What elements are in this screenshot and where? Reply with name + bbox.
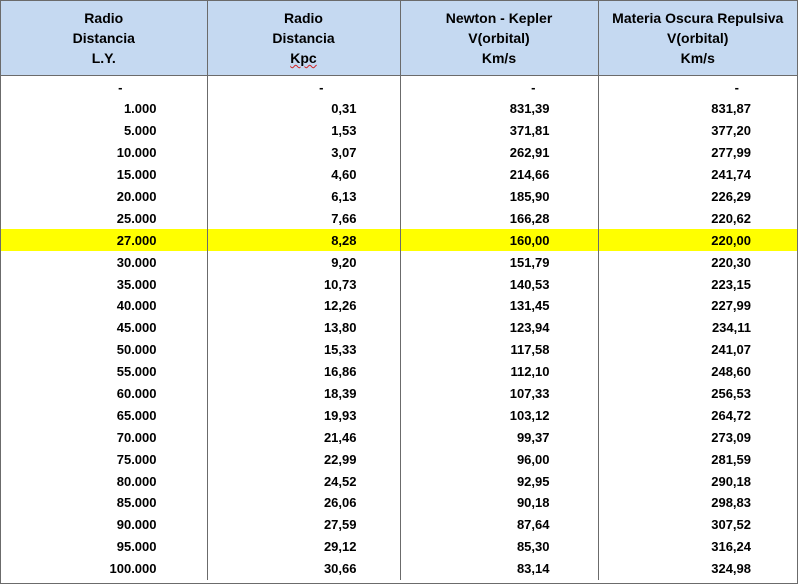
cell-radius-kpc[interactable]: 13,80 — [207, 317, 400, 339]
table-row — [1, 251, 797, 273]
cell-dark-matter[interactable]: 241,07 — [711, 342, 751, 358]
cell-radius-ly[interactable]: 95.000 — [1, 536, 207, 558]
cell-radius-ly[interactable]: - — [1, 76, 207, 99]
cell-newton-kepler[interactable]: 107,33 — [400, 383, 598, 405]
cell-dark-matter[interactable]: 307,52 — [711, 517, 751, 533]
table-row — [1, 229, 797, 251]
table-row — [1, 514, 797, 536]
cell-dark-matter[interactable]: 234,11 — [711, 320, 751, 336]
cell-radius-kpc[interactable]: 7,66 — [207, 207, 400, 229]
cell-radius-ly[interactable]: 15.000 — [1, 164, 207, 186]
cell-radius-kpc[interactable]: 27,59 — [207, 514, 400, 536]
cell-radius-ly[interactable]: 35.000 — [1, 273, 207, 295]
table-row — [1, 470, 797, 492]
cell-newton-kepler[interactable]: 831,39 — [400, 98, 598, 120]
header-radius-kpc[interactable]: Radio Distancia Kpc — [207, 1, 400, 76]
cell-newton-kepler[interactable]: 90,18 — [400, 492, 598, 514]
table-row — [1, 558, 797, 580]
header-radius-ly[interactable]: Radio Distancia L.Y. — [1, 1, 207, 76]
table-row — [1, 404, 797, 426]
cell-newton-kepler[interactable]: 123,94 — [400, 317, 598, 339]
cell-newton-kepler[interactable]: 185,90 — [400, 186, 598, 208]
cell-radius-ly[interactable]: 45.000 — [1, 317, 207, 339]
cell-dark-matter[interactable]: 220,00 — [598, 229, 797, 251]
cell-newton-kepler[interactable]: 262,91 — [400, 142, 598, 164]
cell-dark-matter[interactable]: 316,24 — [711, 539, 751, 555]
table-row — [1, 383, 797, 405]
cell-dark-matter[interactable]: 277,99 — [711, 145, 751, 161]
cell-dark-matter[interactable]: 298,83 — [711, 495, 751, 511]
cell-radius-kpc[interactable]: 15,33 — [207, 339, 400, 361]
cell-radius-ly[interactable]: 85.000 — [1, 492, 207, 514]
table-row — [1, 426, 797, 448]
header-row — [1, 1, 797, 76]
cell-radius-kpc[interactable]: 26,06 — [207, 492, 400, 514]
table-row — [1, 120, 797, 142]
cell-dark-matter[interactable]: 220,30 — [711, 254, 751, 270]
cell-newton-kepler[interactable]: 112,10 — [400, 361, 598, 383]
cell-radius-ly[interactable]: 5.000 — [1, 120, 207, 142]
cell-radius-kpc[interactable]: 3,07 — [207, 142, 400, 164]
cell-dark-matter[interactable]: 377,20 — [711, 123, 751, 139]
cell-dark-matter[interactable]: 223,15 — [711, 276, 751, 292]
cell-newton-kepler[interactable]: 151,79 — [400, 251, 598, 273]
cell-newton-kepler[interactable]: 117,58 — [400, 339, 598, 361]
cell-newton-kepler[interactable]: 166,28 — [400, 207, 598, 229]
cell-radius-kpc[interactable]: 24,52 — [207, 470, 400, 492]
table-row — [1, 361, 797, 383]
cell-newton-kepler[interactable]: 87,64 — [400, 514, 598, 536]
cell-radius-kpc[interactable]: 4,60 — [207, 164, 400, 186]
cell-radius-kpc[interactable]: - — [207, 76, 400, 99]
table-row — [1, 76, 797, 99]
table-row — [1, 98, 797, 120]
cell-newton-kepler[interactable]: 103,12 — [400, 404, 598, 426]
cell-radius-kpc[interactable]: 22,99 — [207, 448, 400, 470]
cell-dark-matter[interactable]: 290,18 — [711, 473, 751, 489]
cell-newton-kepler[interactable]: - — [400, 76, 598, 99]
cell-radius-ly[interactable]: 80.000 — [1, 470, 207, 492]
cell-newton-kepler[interactable]: 371,81 — [400, 120, 598, 142]
cell-radius-kpc[interactable]: 30,66 — [207, 558, 400, 580]
table-row — [1, 186, 797, 208]
table-row — [1, 164, 797, 186]
cell-radius-ly[interactable]: 40.000 — [1, 295, 207, 317]
cell-dark-matter[interactable]: 273,09 — [711, 429, 751, 445]
table-row — [1, 317, 797, 339]
cell-dark-matter[interactable]: 281,59 — [711, 451, 751, 467]
cell-radius-ly[interactable]: 75.000 — [1, 448, 207, 470]
table-row — [1, 295, 797, 317]
cell-radius-ly[interactable]: 50.000 — [1, 339, 207, 361]
table-row — [1, 536, 797, 558]
cell-newton-kepler[interactable]: 214,66 — [400, 164, 598, 186]
cell-dark-matter[interactable]: 227,99 — [711, 298, 751, 314]
cell-radius-ly[interactable]: 65.000 — [1, 404, 207, 426]
cell-newton-kepler[interactable]: 92,95 — [400, 470, 598, 492]
cell-radius-ly[interactable]: 27.000 — [1, 229, 207, 251]
cell-radius-kpc[interactable]: 12,26 — [207, 295, 400, 317]
cell-radius-kpc[interactable]: 6,13 — [207, 186, 400, 208]
table-body — [1, 76, 797, 580]
cell-radius-ly[interactable]: 1.000 — [1, 98, 207, 120]
table-row — [1, 492, 797, 514]
table-row — [1, 273, 797, 295]
table-row — [1, 339, 797, 361]
cell-radius-kpc[interactable]: 29,12 — [207, 536, 400, 558]
cell-newton-kepler[interactable]: 83,14 — [400, 558, 598, 580]
table-row — [1, 142, 797, 164]
cell-dark-matter[interactable]: 831,87 — [711, 101, 751, 117]
header-dark-matter-repulsive[interactable]: Materia Oscura Repulsiva V(orbital) Km/s — [598, 1, 797, 76]
header-newton-kepler[interactable]: Newton - Kepler V(orbital) Km/s — [400, 1, 598, 76]
cell-newton-kepler[interactable]: 99,37 — [400, 426, 598, 448]
cell-radius-ly[interactable]: 25.000 — [1, 207, 207, 229]
rotation-curve-table — [1, 1, 797, 580]
cell-radius-kpc[interactable]: 18,39 — [207, 383, 400, 405]
cell-radius-kpc[interactable]: 0,31 — [207, 98, 400, 120]
cell-newton-kepler[interactable]: 140,53 — [400, 273, 598, 295]
cell-radius-ly[interactable]: 10.000 — [1, 142, 207, 164]
cell-newton-kepler[interactable]: 160,00 — [400, 229, 598, 251]
cell-dark-matter[interactable]: 324,98 — [711, 561, 751, 577]
table-row — [1, 207, 797, 229]
cell-dark-matter[interactable]: 264,72 — [711, 407, 751, 423]
cell-radius-kpc[interactable]: 21,46 — [207, 426, 400, 448]
cell-radius-kpc[interactable]: 1,53 — [207, 120, 400, 142]
cell-radius-ly[interactable]: 60.000 — [1, 383, 207, 405]
table-row — [1, 448, 797, 470]
cell-dark-matter[interactable]: 248,60 — [711, 364, 751, 380]
cell-radius-ly[interactable]: 30.000 — [1, 251, 207, 273]
cell-radius-kpc[interactable]: 9,20 — [207, 251, 400, 273]
cell-newton-kepler[interactable]: 85,30 — [400, 536, 598, 558]
cell-radius-kpc[interactable]: 19,93 — [207, 404, 400, 426]
cell-radius-ly[interactable]: 90.000 — [1, 514, 207, 536]
cell-radius-kpc[interactable]: 16,86 — [207, 361, 400, 383]
cell-dark-matter[interactable]: 220,62 — [711, 210, 751, 226]
cell-radius-ly[interactable]: 55.000 — [1, 361, 207, 383]
cell-dark-matter[interactable]: 256,53 — [711, 386, 751, 402]
cell-newton-kepler[interactable]: 131,45 — [400, 295, 598, 317]
cell-dark-matter[interactable]: 241,74 — [711, 167, 751, 183]
cell-radius-ly[interactable]: 100.000 — [1, 558, 207, 580]
cell-newton-kepler[interactable]: 96,00 — [400, 448, 598, 470]
cell-dark-matter[interactable]: - — [734, 79, 739, 95]
cell-radius-ly[interactable]: 70.000 — [1, 426, 207, 448]
cell-radius-kpc[interactable]: 8,28 — [207, 229, 400, 251]
cell-radius-kpc[interactable]: 10,73 — [207, 273, 400, 295]
cell-radius-ly[interactable]: 20.000 — [1, 186, 207, 208]
cell-dark-matter[interactable]: 226,29 — [711, 189, 751, 204]
